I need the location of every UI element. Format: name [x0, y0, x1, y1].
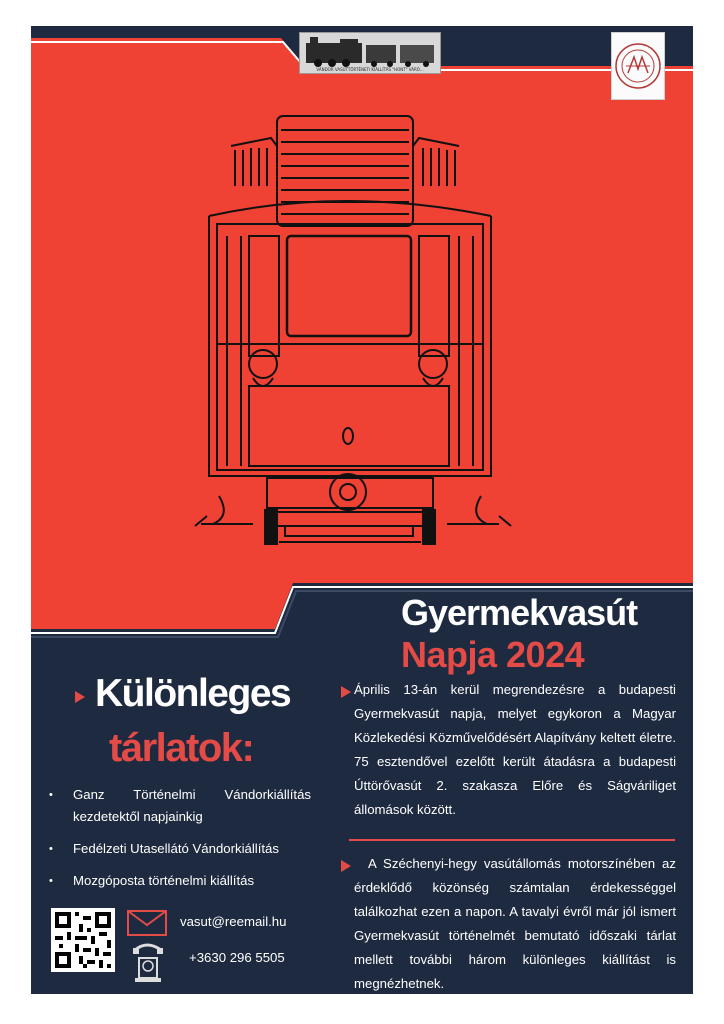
triangle-bullet-icon	[341, 860, 351, 872]
triangle-bullet-icon	[341, 686, 351, 698]
contact-phone[interactable]: +3630 296 5505	[189, 950, 285, 965]
envelope-icon	[127, 910, 167, 936]
special-heading-line2: tárlatok:	[109, 726, 254, 770]
triangle-bullet-icon	[75, 691, 85, 703]
list-item: • Ganz Történelmi Vándorkiállítás kezdetektől napjainkig	[49, 784, 311, 828]
exhibition-logo	[299, 32, 441, 74]
event-description: Április 13-án kerül megrendezésre a budapesti Gyermekvasút napja, melyet egykoron a Magyar Közlekedési Közművelődésért Alapítvány keltett életre. 75 esztendővel ezelőtt került átadásra a budapesti Úttörővasút 2. szakasza Előre és Ságváriliget állomások között.	[354, 682, 676, 817]
list-item: • Mozgóposta történelmi kiállítás	[49, 870, 311, 892]
section-divider	[349, 839, 675, 841]
special-heading-line1: Különleges	[95, 672, 291, 715]
venue-description: A Széchenyi-hegy vasútállomás motorszínében az érdeklődő közönség számtalan érdekességgel találkozhat ezen a napon. A tavalyi évről már jól ismert Gyermekvasút történelmét bemutató időszaki tárlat mellett további három különleges kiállítást is megnézhetnek.	[354, 856, 676, 991]
contact-email[interactable]: vasut@reemail.hu	[180, 914, 287, 929]
exhibition-logo-caption: VÁNDOR VASÚTTÖRTÉNETI KIÁLLÍTÁS "HONT" VÁRÓ...	[316, 67, 424, 72]
list-item: • Fedélzeti Utasellátó Vándorkiállítás	[49, 838, 311, 860]
event-title-line1: Gyermekvasút	[401, 592, 638, 633]
telephone-icon	[127, 940, 169, 984]
society-seal	[611, 32, 665, 100]
society-seal-icon	[612, 33, 664, 99]
exhibition-list	[49, 784, 311, 902]
red-panel	[31, 38, 693, 629]
qr-code-icon	[51, 908, 115, 972]
event-title-line2: Napja 2024	[401, 634, 585, 675]
poster	[31, 26, 693, 994]
